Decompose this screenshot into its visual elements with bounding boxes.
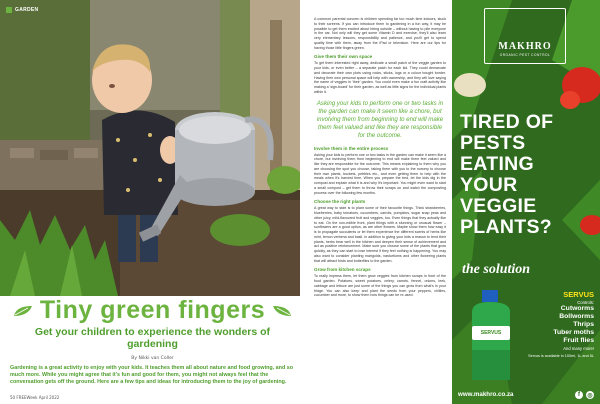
leaf-icon [12,304,34,318]
pest-item: Thrips [573,321,594,328]
headline-line: VEGGIE [460,195,537,217]
boy-watering-photo [0,0,300,296]
body-paragraph: A common parental concern is children spending far too much time indoors, stuck to their screens. If you can introduce them to gardening in a fun way, it may be possible to get them excited about being outside – without having to pile everyone in the car. Not only will they get some Vitamin D and exercise, they'll also learn very elementary lessons, responsibility and patience, and you'll get to spend quality time with them, away from the iPad or television. Here are our tips for having those little fingers green. [314,17,446,50]
brand-logo [484,8,566,64]
pest-item: Fruit flies [563,337,594,344]
article-title: Tiny green fingers [39,296,266,324]
instagram-icon[interactable]: ◎ [587,392,593,399]
byline: By Nikki van Coller [131,356,174,361]
body-paragraph: To really impress them, let them grow veggies from kitchen scraps in front of the food garden. Potatoes, sweet potatoes, celery, carrots, fennel, onions, leek, cabbage and lettuce are just some of the things you can grow from what's in your fridge. You can also keep and plant the seeds from your peppers, chillies, cucumber and more, to show them how things can be re-used. [314,274,446,298]
product-name: SERVUS [563,290,594,299]
body-paragraph: A great way to start is to plant some of their favourite things. Think strawberries, blueberries, baby tomatoes, cucumbers, carrots, pumpkins, sugar snap peas and other juicy, mild-flavoured fruit and veggies, too. Even things that they actually like to eat. On the non-edible front, plant things with a stunning or unusual flower – sunflowers are a good option, as are other flowers. Maybe show them how easy it is to propagate succulents or let them experience the different scents of herbs like mint, lemon verbena and basil. In addition to giving your kids a reason to tend their plants, herbs bear well in the kitchen and deepen their sense of achievement and act as positive reinforcement. Make sure you choose some of the plants that grow quickly, as they can start to lose interest if they feel nothing is happening. You may also want to consider planting marigolds, nasturtiums and other flowering plants that will attract birds and butterflies to the garden. [314,206,446,263]
pull-quote: Asking your kids to perform one or two tasks in the garden can make it seem like a chore, but involving them from beginning to end will make them feel valued and like they are responsible for the outcome. [316,99,444,139]
article-subtitle: Get your children to experience the wonders of gardening [34,326,271,350]
facebook-icon[interactable]: f [575,391,583,399]
brand-tagline: ORGANIC PEST CONTROL [499,53,551,57]
social-icons [575,391,594,399]
article-title-row [10,296,295,325]
hero-photo [0,0,300,296]
solution-tagline: the solution [462,262,531,277]
headline-line: PLANTS? [460,216,553,238]
headline-line: EATING [460,153,535,175]
ad-headline [460,112,596,238]
more-pests: And many more! [563,346,594,351]
bottle-label: SERVUS [472,326,510,340]
section-heading: Give them their own space [314,54,373,60]
pest-item: Cutworms [560,305,594,312]
page-folio: 50 FREEWeek April 2022 [10,395,60,400]
controls-label: Controls: [577,300,594,305]
advertisement[interactable] [452,0,600,404]
product-info [528,290,594,359]
headline-line: YOUR [460,174,518,196]
section-tag-label: GARDEN [15,7,39,13]
headline-line: PESTS [460,132,526,154]
availability-note: Servus is available in 100ml, 1L and 5L [528,354,594,358]
section-tag [6,7,38,13]
leaf-icon [271,304,293,318]
section-tag-marker [6,7,12,13]
pest-item: Tuber moths [553,329,594,336]
product-bottle [464,290,518,384]
intro-paragraph: Gardening is a great activity to enjoy with your kids. It teaches them all about nature and food growing, and so much more. While you might agree that it's fun and good for them, you might not always feel that the conversation gets off the ground. Here are a few tips and ideas for introducing them to the joy of gardening. [10,365,294,385]
headline-line: TIRED OF [460,111,554,133]
section-heading: Involve them in the entire process [314,145,389,151]
website-link[interactable]: www.makhro.co.za [458,391,514,398]
pest-item: Bollworms [559,313,594,320]
title-block [10,296,295,386]
article-body [300,0,452,404]
body-paragraph: Asking your kids to perform one or two tasks in the garden can make it seem like a chore, but involving them from beginning to end will make them feel valued and like they are responsible for the outcome. This means explaining to them why you are choosing the spot you choose, taking them with you to the nursery to choose their own plants, buckets, pebbles etc., and even getting them to help with the meals when it's harvest time. When you prepare the bed, let the kids dig in the compost and explain what it is and why it's important. You might even want to start a small compost – get them to throw their scraps on and watch the composting process over the following few months. [314,152,446,195]
section-heading: Choose the right plants [314,199,366,205]
section-heading: Grow from kitchen scraps [314,267,371,273]
brand-name: MAKHRO [498,41,552,52]
body-paragraph: To get them interested right away, dedicate a small patch of the veggie garden to your kids, or even better – a separate patch for each kid. They could demarcate and decorate their own plots using rocks, sticks, logs or a colour bought border. Having their own personal space will help with ownership, and they will love saying the name of veggies in 'their' garden. You could even make a fun craft activity like making a 'sign-board' for their garden, as well as little signs for the individual plants within it. [314,61,446,94]
